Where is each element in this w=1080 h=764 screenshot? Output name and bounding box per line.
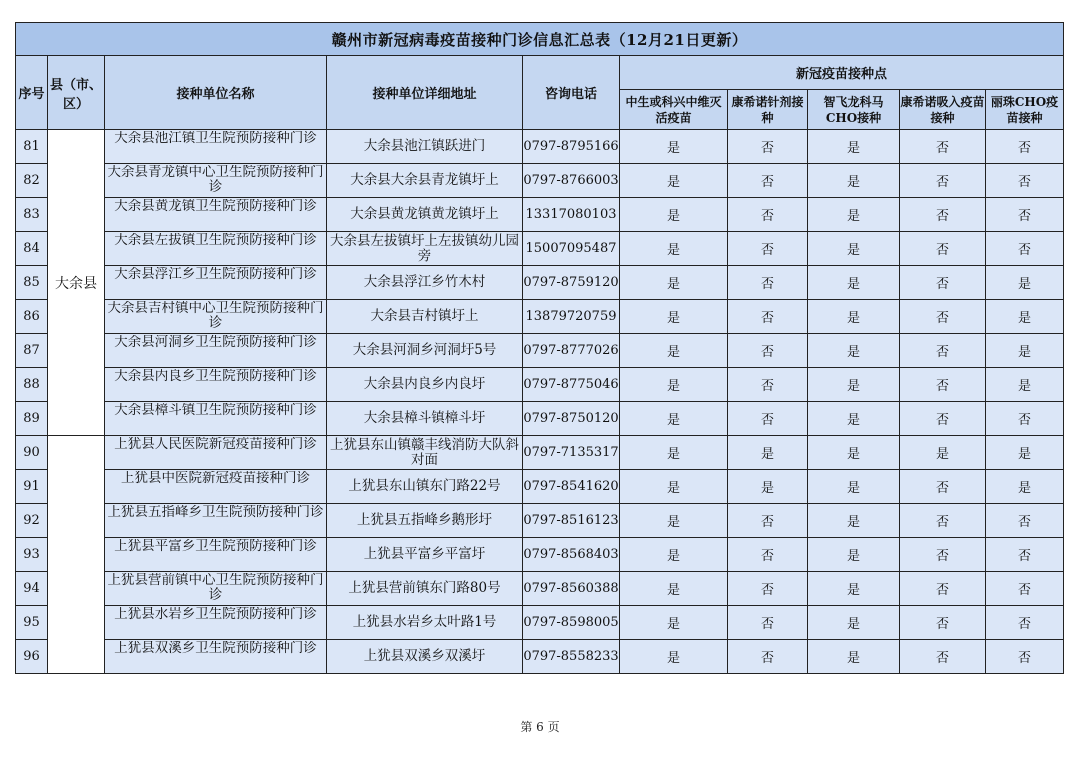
unit-address [327, 300, 523, 334]
table-row [16, 572, 1064, 606]
unit-address-text: 上犹县营前镇东门路80号 [348, 580, 501, 596]
unit-name-text: 上犹县平富乡卫生院预防接种门诊 [114, 539, 317, 554]
header-vaccine-cansino-injection: 康希诺针剂接种 [728, 90, 808, 130]
header-seq: 序号 [16, 56, 48, 130]
vaccine-zhifei-cho: 是 [808, 640, 900, 674]
table-row [16, 334, 1064, 368]
unit-name-text: 上犹县五指峰乡卫生院预防接种门诊 [107, 505, 324, 520]
table-row [16, 130, 1064, 164]
unit-address [327, 606, 523, 640]
row-seq: 91 [16, 470, 48, 504]
vaccine-cansino-inhaled: 否 [900, 402, 986, 436]
vaccine-cansino-inhaled: 否 [900, 266, 986, 300]
vaccine-zhifei-cho: 是 [808, 368, 900, 402]
vaccine-livzon-cho: 否 [986, 606, 1064, 640]
vaccine-zhifei-cho: 是 [808, 232, 900, 266]
header-unit-name: 接种单位名称 [105, 56, 327, 130]
table-row [16, 300, 1064, 334]
vaccine-livzon-cho: 是 [986, 266, 1064, 300]
vaccine-cansino-inhaled: 否 [900, 130, 986, 164]
vaccine-inactivated: 是 [620, 164, 728, 198]
vaccine-cansino-injection: 否 [728, 606, 808, 640]
unit-name-text: 大余县吉村镇中心卫生院预防接种门诊 [107, 301, 324, 331]
table-row [16, 436, 1064, 470]
phone-number: 0797-8795166 [523, 130, 620, 164]
unit-address-text: 上犹县东山镇东门路22号 [348, 478, 501, 494]
phone-number: 0797-8759120 [523, 266, 620, 300]
vaccine-inactivated: 是 [620, 368, 728, 402]
table-row [16, 504, 1064, 538]
header-vaccine-cansino-inhaled: 康希诺吸入疫苗接种 [900, 90, 986, 130]
unit-name [105, 606, 327, 640]
row-seq: 90 [16, 436, 48, 470]
vaccine-cansino-injection: 否 [728, 266, 808, 300]
row-seq: 81 [16, 130, 48, 164]
vaccine-cansino-injection: 否 [728, 198, 808, 232]
vaccine-zhifei-cho: 是 [808, 300, 900, 334]
phone-number: 0797-7135317 [523, 436, 620, 470]
row-seq: 96 [16, 640, 48, 674]
vaccine-livzon-cho: 否 [986, 198, 1064, 232]
row-seq: 87 [16, 334, 48, 368]
vaccine-cansino-injection: 否 [728, 300, 808, 334]
unit-address-text: 大余县浮江乡竹木村 [363, 274, 486, 290]
vaccine-inactivated: 是 [620, 572, 728, 606]
vaccine-livzon-cho: 是 [986, 334, 1064, 368]
unit-name-text: 大余县青龙镇中心卫生院预防接种门诊 [107, 165, 324, 195]
table-row [16, 266, 1064, 300]
unit-name [105, 368, 327, 402]
unit-address-text: 上犹县东山镇赣丰线消防大队斜对面 [330, 437, 519, 468]
unit-name-text: 大余县池江镇卫生院预防接种门诊 [114, 131, 317, 146]
table-row [16, 606, 1064, 640]
vaccine-livzon-cho: 否 [986, 232, 1064, 266]
vaccine-cansino-inhaled: 否 [900, 164, 986, 198]
unit-name [105, 334, 327, 368]
row-seq: 82 [16, 164, 48, 198]
header-vaccine-zhifei-cho: 智飞龙科马CHO接种 [808, 90, 900, 130]
vaccine-inactivated: 是 [620, 232, 728, 266]
unit-name [105, 198, 327, 232]
vaccine-zhifei-cho: 是 [808, 436, 900, 470]
county-cell: 大余县 [48, 130, 105, 436]
phone-number: 0797-8766003 [523, 164, 620, 198]
unit-name-text: 大余县内良乡卫生院预防接种门诊 [114, 369, 317, 384]
vaccine-cansino-inhaled: 否 [900, 232, 986, 266]
vaccine-zhifei-cho: 是 [808, 164, 900, 198]
phone-number: 0797-8775046 [523, 368, 620, 402]
vaccine-inactivated: 是 [620, 436, 728, 470]
vaccine-cansino-inhaled: 否 [900, 470, 986, 504]
table-row [16, 368, 1064, 402]
vaccine-inactivated: 是 [620, 402, 728, 436]
phone-number: 0797-8558233 [523, 640, 620, 674]
unit-address-text: 大余县黄龙镇黄龙镇圩上 [350, 206, 499, 222]
phone-number: 0797-8750120 [523, 402, 620, 436]
unit-address-text: 上犹县水岩乡太叶路1号 [352, 614, 497, 630]
unit-name-text: 大余县河洞乡卫生院预防接种门诊 [114, 335, 317, 350]
unit-name [105, 402, 327, 436]
unit-address [327, 368, 523, 402]
vaccine-inactivated: 是 [620, 300, 728, 334]
unit-address [327, 640, 523, 674]
unit-name-text: 大余县樟斗镇卫生院预防接种门诊 [114, 403, 317, 418]
vaccine-cansino-injection: 否 [728, 538, 808, 572]
table-title: 赣州市新冠病毒疫苗接种门诊信息汇总表（12月21日更新） [16, 23, 1064, 56]
vaccine-livzon-cho: 是 [986, 436, 1064, 470]
vaccine-zhifei-cho: 是 [808, 402, 900, 436]
unit-address-text: 大余县河洞乡河洞圩5号 [352, 342, 497, 358]
phone-number: 0797-8560388 [523, 572, 620, 606]
unit-address [327, 198, 523, 232]
phone-number: 0797-8598005 [523, 606, 620, 640]
vaccine-cansino-injection: 否 [728, 164, 808, 198]
unit-address [327, 130, 523, 164]
unit-address-text: 大余县大余县青龙镇圩上 [350, 172, 499, 188]
page-number: 第 6 页 [520, 720, 560, 734]
vaccine-livzon-cho: 否 [986, 402, 1064, 436]
vaccine-zhifei-cho: 是 [808, 470, 900, 504]
unit-address [327, 164, 523, 198]
vaccine-inactivated: 是 [620, 130, 728, 164]
vaccination-table [15, 22, 1064, 674]
header-county: 县（市、区） [48, 56, 105, 130]
unit-address-text: 大余县吉村镇圩上 [370, 308, 479, 324]
vaccine-cansino-inhaled: 否 [900, 368, 986, 402]
vaccine-cansino-injection: 否 [728, 334, 808, 368]
vaccine-zhifei-cho: 是 [808, 198, 900, 232]
vaccine-livzon-cho: 否 [986, 504, 1064, 538]
unit-address-text: 上犹县双溪乡双溪圩 [363, 648, 486, 664]
row-seq: 94 [16, 572, 48, 606]
header-vaccine-inactivated: 中生或科兴中维灭活疫苗 [620, 90, 728, 130]
header-vaccine-livzon-cho: 丽珠CHO疫苗接种 [986, 90, 1064, 130]
row-seq: 93 [16, 538, 48, 572]
phone-number: 0797-8541620 [523, 470, 620, 504]
table-row [16, 402, 1064, 436]
unit-name [105, 470, 327, 504]
row-seq: 89 [16, 402, 48, 436]
vaccine-inactivated: 是 [620, 470, 728, 504]
unit-name-text: 上犹县双溪乡卫生院预防接种门诊 [114, 641, 317, 656]
header-phone: 咨询电话 [523, 56, 620, 130]
vaccine-inactivated: 是 [620, 538, 728, 572]
unit-address-text: 大余县内良乡内良圩 [363, 376, 486, 392]
vaccine-livzon-cho: 是 [986, 470, 1064, 504]
unit-address [327, 266, 523, 300]
vaccine-inactivated: 是 [620, 606, 728, 640]
vaccine-livzon-cho: 是 [986, 368, 1064, 402]
unit-address-text: 大余县池江镇跃进门 [363, 138, 486, 154]
vaccine-cansino-inhaled: 否 [900, 538, 986, 572]
unit-name-text: 大余县浮江乡卫生院预防接种门诊 [114, 267, 317, 282]
phone-number: 0797-8777026 [523, 334, 620, 368]
table-body [16, 130, 1064, 674]
table-row [16, 164, 1064, 198]
unit-address [327, 470, 523, 504]
row-seq: 92 [16, 504, 48, 538]
vaccine-cansino-injection: 是 [728, 470, 808, 504]
vaccine-cansino-injection: 否 [728, 572, 808, 606]
phone-number: 0797-8568403 [523, 538, 620, 572]
unit-address [327, 402, 523, 436]
vaccine-zhifei-cho: 是 [808, 130, 900, 164]
vaccine-cansino-injection: 否 [728, 368, 808, 402]
row-seq: 95 [16, 606, 48, 640]
vaccine-cansino-inhaled: 否 [900, 334, 986, 368]
unit-address-text: 大余县樟斗镇樟斗圩 [363, 410, 486, 426]
unit-name-text: 上犹县人民医院新冠疫苗接种门诊 [114, 437, 317, 452]
table-row [16, 470, 1064, 504]
unit-name-text: 大余县黄龙镇卫生院预防接种门诊 [114, 199, 317, 214]
unit-name [105, 572, 327, 606]
vaccine-zhifei-cho: 是 [808, 266, 900, 300]
vaccine-inactivated: 是 [620, 640, 728, 674]
vaccine-cansino-inhaled: 否 [900, 300, 986, 334]
unit-name-text: 大余县左拔镇卫生院预防接种门诊 [114, 233, 317, 248]
header-vaccine-group: 新冠疫苗接种点 [620, 56, 1064, 90]
vaccine-livzon-cho: 否 [986, 164, 1064, 198]
unit-address [327, 504, 523, 538]
vaccine-inactivated: 是 [620, 334, 728, 368]
row-seq: 85 [16, 266, 48, 300]
vaccine-inactivated: 是 [620, 504, 728, 538]
phone-number: 0797-8516123 [523, 504, 620, 538]
vaccine-cansino-injection: 否 [728, 130, 808, 164]
unit-name-text: 上犹县水岩乡卫生院预防接种门诊 [114, 607, 317, 622]
vaccine-livzon-cho: 否 [986, 130, 1064, 164]
vaccine-livzon-cho: 是 [986, 300, 1064, 334]
unit-name [105, 504, 327, 538]
unit-name [105, 300, 327, 334]
vaccine-cansino-inhaled: 是 [900, 436, 986, 470]
unit-name-text: 上犹县中医院新冠疫苗接种门诊 [121, 471, 310, 486]
unit-name [105, 266, 327, 300]
table-row [16, 232, 1064, 266]
table-row [16, 640, 1064, 674]
phone-number: 15007095487 [523, 232, 620, 266]
unit-address [327, 572, 523, 606]
vaccine-livzon-cho: 否 [986, 572, 1064, 606]
vaccine-cansino-inhaled: 否 [900, 198, 986, 232]
unit-name [105, 640, 327, 674]
phone-number: 13317080103 [523, 198, 620, 232]
table-row [16, 538, 1064, 572]
header-address: 接种单位详细地址 [327, 56, 523, 130]
vaccine-cansino-injection: 否 [728, 402, 808, 436]
unit-address [327, 436, 523, 470]
vaccine-livzon-cho: 否 [986, 640, 1064, 674]
row-seq: 83 [16, 198, 48, 232]
vaccine-cansino-inhaled: 否 [900, 640, 986, 674]
unit-name [105, 232, 327, 266]
unit-address-text: 上犹县平富乡平富圩 [363, 546, 486, 562]
unit-address-text: 上犹县五指峰乡鹅形圩 [357, 512, 492, 528]
vaccine-cansino-inhaled: 否 [900, 606, 986, 640]
vaccine-zhifei-cho: 是 [808, 504, 900, 538]
vaccine-zhifei-cho: 是 [808, 606, 900, 640]
vaccine-zhifei-cho: 是 [808, 572, 900, 606]
row-seq: 88 [16, 368, 48, 402]
unit-name [105, 436, 327, 470]
table-row [16, 198, 1064, 232]
county-cell [48, 436, 105, 674]
vaccine-inactivated: 是 [620, 198, 728, 232]
phone-number: 13879720759 [523, 300, 620, 334]
vaccine-cansino-injection: 否 [728, 640, 808, 674]
row-seq: 84 [16, 232, 48, 266]
vaccine-zhifei-cho: 是 [808, 334, 900, 368]
vaccine-cansino-inhaled: 否 [900, 504, 986, 538]
vaccine-inactivated: 是 [620, 266, 728, 300]
vaccine-cansino-injection: 是 [728, 436, 808, 470]
unit-address [327, 232, 523, 266]
vaccine-livzon-cho: 否 [986, 538, 1064, 572]
unit-name [105, 164, 327, 198]
vaccine-cansino-injection: 否 [728, 504, 808, 538]
unit-name [105, 130, 327, 164]
row-seq: 86 [16, 300, 48, 334]
unit-name [105, 538, 327, 572]
vaccine-zhifei-cho: 是 [808, 538, 900, 572]
vaccine-cansino-inhaled: 否 [900, 572, 986, 606]
unit-address-text: 大余县左拔镇圩上左拔镇幼儿园旁 [330, 233, 519, 264]
unit-address [327, 538, 523, 572]
unit-name-text: 上犹县营前镇中心卫生院预防接种门诊 [107, 573, 324, 603]
vaccine-cansino-injection: 否 [728, 232, 808, 266]
unit-address [327, 334, 523, 368]
